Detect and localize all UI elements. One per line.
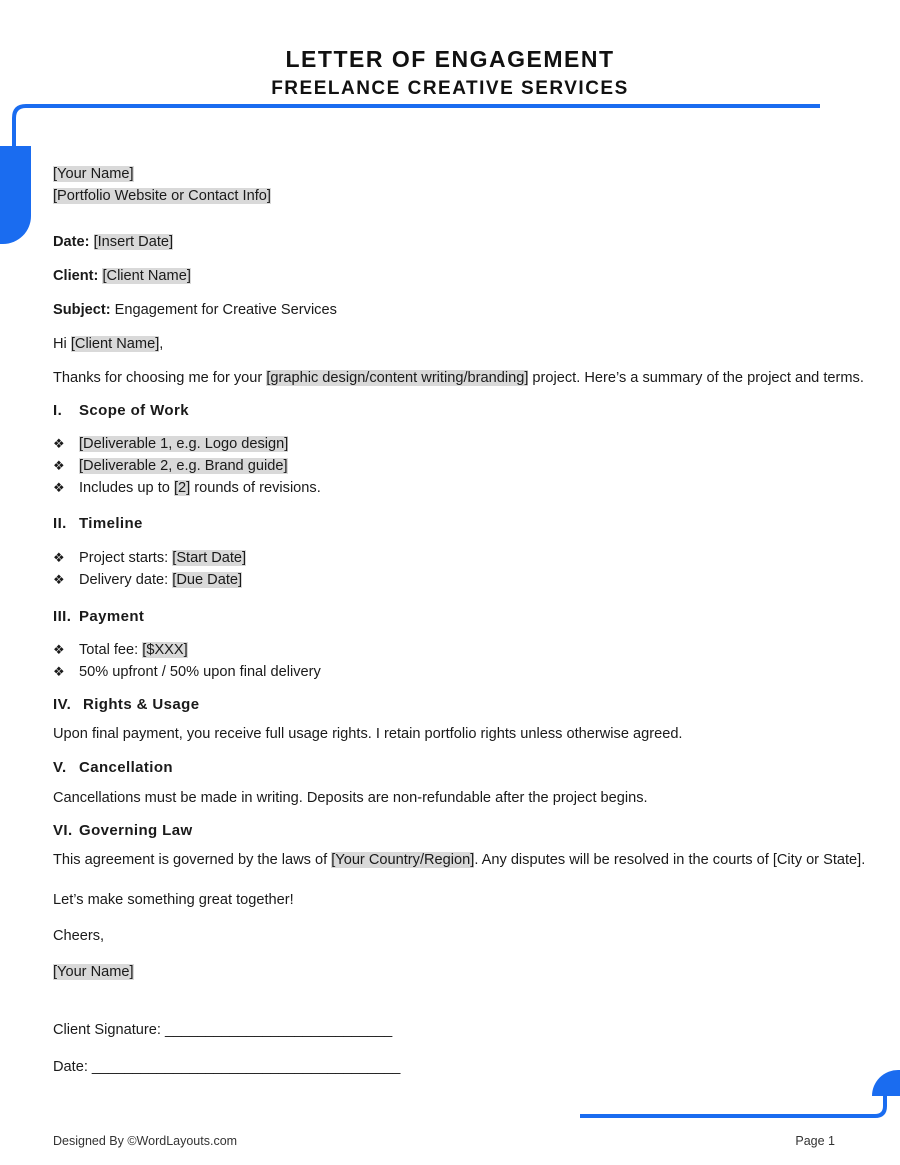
diamond-bullet-icon: ❖: [53, 480, 65, 495]
section-heading-timeline: [53, 514, 143, 534]
client-line: [53, 266, 191, 286]
subject-value: Engagement for Creative Services: [114, 302, 337, 318]
greeting-line: [53, 334, 163, 354]
start-date-label: Project starts:: [79, 550, 173, 566]
client-value: [Client Name]: [102, 268, 191, 284]
client-signature-line: Client Signature: ____________________________: [53, 1022, 393, 1038]
client-label: Client:: [53, 268, 99, 284]
bottom-decorative-line: [580, 1088, 890, 1120]
date-value: [Insert Date]: [93, 234, 174, 250]
law-text-before: This agreement is governed by the laws of: [53, 852, 332, 868]
date-label: Date:: [53, 234, 90, 250]
total-fee-value: [$XXX]: [142, 642, 188, 658]
law-text-after: . Any disputes will be resolved in the courts of [City or State].: [474, 852, 866, 868]
section-number: V.: [53, 759, 67, 776]
page-number: Page 1: [795, 1134, 835, 1148]
top-decorative-line: [11, 104, 820, 148]
footer-credit: Designed By ©WordLayouts.com: [53, 1134, 238, 1148]
revisions-text-after: rounds of revisions.: [190, 480, 321, 496]
deliverable-2: [Deliverable 2, e.g. Brand guide]: [79, 458, 288, 474]
subject-line: [53, 300, 337, 320]
diamond-bullet-icon: ❖: [53, 458, 65, 473]
greeting-client-name: [Client Name]: [70, 336, 160, 352]
bottom-line-graphic: [580, 1088, 890, 1120]
total-fee-label: Total fee:: [79, 642, 143, 658]
law-paragraph: [53, 850, 865, 870]
signoff: Cheers,: [53, 928, 105, 944]
sender-contact-line: [53, 186, 271, 206]
intro-paragraph: [53, 368, 864, 388]
sender-name: [Your Name]: [53, 166, 134, 182]
document-title: LETTER OF ENGAGEMENT: [285, 46, 615, 72]
revisions-text-before: Includes up to: [79, 480, 174, 496]
section-heading-law: [53, 821, 193, 841]
rights-paragraph: Upon final payment, you receive full usage rights. I retain portfolio rights unless otherwise agreed.: [53, 726, 683, 742]
section-heading-rights: [53, 695, 199, 715]
section-heading-cancellation: [53, 758, 173, 778]
diamond-bullet-icon: ❖: [53, 664, 65, 679]
start-date-value: [Start Date]: [172, 550, 247, 566]
deliverable-1: [Deliverable 1, e.g. Logo design]: [79, 436, 289, 452]
section-title: Scope of Work: [79, 402, 189, 419]
section-title: Cancellation: [79, 759, 173, 776]
section-number: III.: [53, 608, 72, 625]
section-title: Payment: [79, 608, 145, 625]
intro-text-before: Thanks for choosing me for your: [53, 370, 267, 386]
law-country: [Your Country/Region]: [331, 852, 475, 868]
section-title: Timeline: [79, 515, 143, 532]
sender-contact: [Portfolio Website or Contact Info]: [53, 188, 271, 204]
closing-line: Let’s make something great together!: [53, 892, 294, 908]
intro-project-type: [graphic design/content writing/branding]: [266, 370, 529, 386]
diamond-bullet-icon: ❖: [53, 642, 65, 657]
subject-label: Subject:: [53, 302, 111, 318]
section-heading-scope: [53, 401, 189, 421]
delivery-date-value: [Due Date]: [172, 572, 243, 588]
top-line-graphic: [11, 104, 820, 148]
section-number: IV.: [53, 696, 72, 713]
intro-text-after: project. Here’s a summary of the project and terms.: [528, 370, 864, 386]
delivery-date-label: Delivery date:: [79, 572, 173, 588]
section-number: II.: [53, 515, 67, 532]
closing-name: [Your Name]: [53, 964, 134, 980]
diamond-bullet-icon: ❖: [53, 550, 65, 565]
document-subtitle: FREELANCE CREATIVE SERVICES: [271, 78, 629, 99]
section-heading-payment: [53, 607, 144, 627]
left-accent-tab: [0, 146, 31, 244]
diamond-bullet-icon: ❖: [53, 436, 65, 451]
section-number: I.: [53, 402, 63, 419]
signature-date-line: Date: ______________________________________: [53, 1059, 401, 1075]
date-line: [53, 232, 173, 252]
revisions-count: [2]: [173, 480, 191, 496]
section-title: Rights & Usage: [83, 696, 200, 713]
sender-name-line: [53, 164, 134, 184]
section-title: Governing Law: [79, 822, 193, 839]
right-accent-tab: [872, 1070, 900, 1096]
payment-split: 50% upfront / 50% upon final delivery: [79, 664, 321, 680]
section-number: VI.: [53, 822, 73, 839]
greeting-suffix: ,: [159, 336, 164, 352]
closing-name-line: [53, 962, 134, 982]
cancellation-paragraph: Cancellations must be made in writing. Deposits are non-refundable after the project begins.: [53, 790, 648, 806]
diamond-bullet-icon: ❖: [53, 572, 65, 587]
greeting-prefix: Hi: [53, 336, 71, 352]
